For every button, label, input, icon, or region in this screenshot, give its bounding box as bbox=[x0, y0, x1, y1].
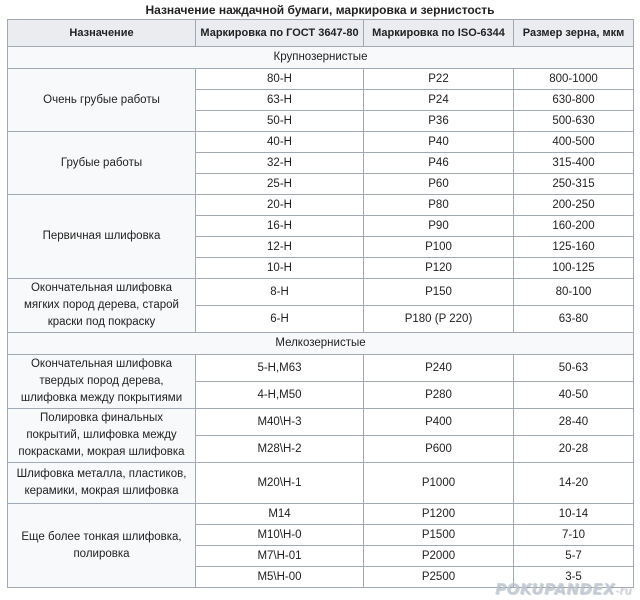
iso-cell: P1500 bbox=[364, 525, 514, 546]
purpose-cell: Шлифовка металла, пластиков, керамики, мокрая шлифовка bbox=[8, 463, 196, 504]
header-gost: Маркировка по ГОСТ 3647-80 bbox=[196, 20, 364, 47]
gost-cell: 6-Н bbox=[196, 306, 364, 333]
gost-cell: М10\Н-0 bbox=[196, 525, 364, 546]
size-cell: 400-500 bbox=[514, 132, 634, 153]
table-row bbox=[8, 279, 634, 306]
iso-cell: P46 bbox=[364, 153, 514, 174]
size-cell: 7-10 bbox=[514, 525, 634, 546]
size-cell: 800-1000 bbox=[514, 69, 634, 90]
header-purpose: Назначение bbox=[8, 20, 196, 47]
gost-cell: 32-Н bbox=[196, 153, 364, 174]
iso-cell: P24 bbox=[364, 90, 514, 111]
size-cell: 3-5 bbox=[514, 567, 634, 588]
gost-cell: 20-Н bbox=[196, 195, 364, 216]
table-row bbox=[8, 132, 634, 153]
size-cell: 28-40 bbox=[514, 409, 634, 436]
header-iso: Маркировка по ISO-6344 bbox=[364, 20, 514, 47]
table-row bbox=[8, 195, 634, 216]
table-row bbox=[8, 463, 634, 504]
sandpaper-table bbox=[7, 19, 634, 588]
size-cell: 315-400 bbox=[514, 153, 634, 174]
size-cell: 125-160 bbox=[514, 237, 634, 258]
iso-cell: P120 bbox=[364, 258, 514, 279]
iso-cell: P80 bbox=[364, 195, 514, 216]
size-cell: 63-80 bbox=[514, 306, 634, 333]
section-label: Мелкозернистые bbox=[8, 333, 634, 355]
size-cell: 14-20 bbox=[514, 463, 634, 504]
iso-cell: P600 bbox=[364, 436, 514, 463]
iso-cell: P240 bbox=[364, 355, 514, 382]
section-row-coarse bbox=[8, 47, 634, 69]
size-cell: 5-7 bbox=[514, 546, 634, 567]
gost-cell: 25-Н bbox=[196, 174, 364, 195]
purpose-cell: Окончательная шлифовка мягких пород дерева, старой краски под покраску bbox=[8, 279, 196, 333]
gost-cell: 8-Н bbox=[196, 279, 364, 306]
section-row-fine bbox=[8, 333, 634, 355]
iso-cell: P150 bbox=[364, 279, 514, 306]
iso-cell: P2000 bbox=[364, 546, 514, 567]
gost-cell: М40\Н-3 bbox=[196, 409, 364, 436]
header-row bbox=[8, 20, 634, 47]
gost-cell: М20\Н-1 bbox=[196, 463, 364, 504]
gost-cell: 10-Н bbox=[196, 258, 364, 279]
size-cell: 200-250 bbox=[514, 195, 634, 216]
gost-cell: 16-Н bbox=[196, 216, 364, 237]
purpose-cell: Еще более тонкая шлифовка, полировка bbox=[8, 504, 196, 588]
table-row bbox=[8, 409, 634, 436]
iso-cell: P36 bbox=[364, 111, 514, 132]
size-cell: 500-630 bbox=[514, 111, 634, 132]
section-label: Крупнозернистые bbox=[8, 47, 634, 69]
purpose-cell: Грубые работы bbox=[8, 132, 196, 195]
gost-cell: 63-Н bbox=[196, 90, 364, 111]
size-cell: 40-50 bbox=[514, 382, 634, 409]
iso-cell: P60 bbox=[364, 174, 514, 195]
gost-cell: М14 bbox=[196, 504, 364, 525]
iso-cell: P22 bbox=[364, 69, 514, 90]
iso-cell: P100 bbox=[364, 237, 514, 258]
table-caption: Назначение наждачной бумаги, маркировка и зернистость bbox=[145, 3, 495, 17]
iso-cell: P1000 bbox=[364, 463, 514, 504]
gost-cell: 12-Н bbox=[196, 237, 364, 258]
purpose-cell: Окончательная шлифовка твердых пород дерева, шлифовка между покрытиями bbox=[8, 355, 196, 409]
size-cell: 100-125 bbox=[514, 258, 634, 279]
gost-cell: 50-Н bbox=[196, 111, 364, 132]
iso-cell: P1200 bbox=[364, 504, 514, 525]
gost-cell: 4-Н,М50 bbox=[196, 382, 364, 409]
iso-cell: P2500 bbox=[364, 567, 514, 588]
header-grain-size: Размер зерна, мкм bbox=[514, 20, 634, 47]
gost-cell: М7\Н-01 bbox=[196, 546, 364, 567]
size-cell: 10-14 bbox=[514, 504, 634, 525]
purpose-cell: Первичная шлифовка bbox=[8, 195, 196, 279]
iso-cell: P280 bbox=[364, 382, 514, 409]
gost-cell: М5\Н-00 bbox=[196, 567, 364, 588]
iso-cell: P40 bbox=[364, 132, 514, 153]
size-cell: 50-63 bbox=[514, 355, 634, 382]
gost-cell: 80-Н bbox=[196, 69, 364, 90]
table-row bbox=[8, 504, 634, 525]
table-row bbox=[8, 355, 634, 382]
size-cell: 20-28 bbox=[514, 436, 634, 463]
iso-cell: P90 bbox=[364, 216, 514, 237]
gost-cell: 5-Н,М63 bbox=[196, 355, 364, 382]
watermark-tld: -ru bbox=[615, 584, 632, 597]
purpose-cell: Очень грубые работы bbox=[8, 69, 196, 132]
watermark-brand: POKUPANDEX bbox=[494, 580, 616, 598]
gost-cell: М28\Н-2 bbox=[196, 436, 364, 463]
size-cell: 630-800 bbox=[514, 90, 634, 111]
size-cell: 250-315 bbox=[514, 174, 634, 195]
size-cell: 160-200 bbox=[514, 216, 634, 237]
gost-cell: 40-Н bbox=[196, 132, 364, 153]
table-row bbox=[8, 69, 634, 90]
iso-cell: P400 bbox=[364, 409, 514, 436]
size-cell: 80-100 bbox=[514, 279, 634, 306]
purpose-cell: Полировка финальных покрытий, шлифовка между покрасками, мокрая шлифовка bbox=[8, 409, 196, 463]
iso-cell: P180 (P 220) bbox=[364, 306, 514, 333]
